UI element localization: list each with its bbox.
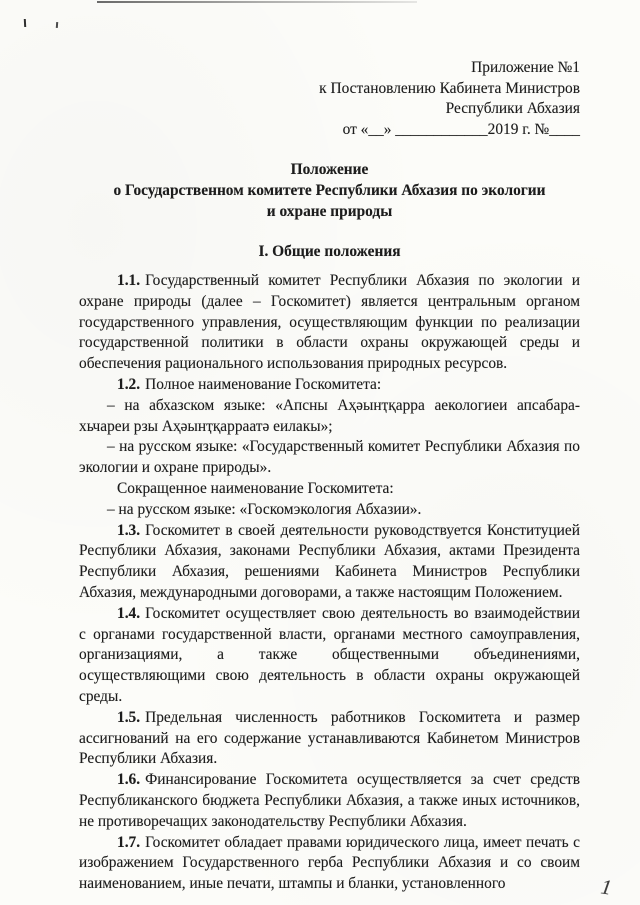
header-line-republic: Республики Абхазия [445, 100, 580, 117]
paragraph-text: Госкомитет осуществляет свою деятельность во взаимодействии с органами государственной власти, органами местного самоуправления, организациями, а также общественными объединениями, осуществляющими свою деятельность в области охраны окружающей среды. [79, 604, 580, 705]
paragraph-number: 1.6. [117, 771, 141, 789]
paragraph-text: – на русском языке: «Госкомэкология Абхазии». [107, 500, 422, 518]
paragraph [79, 708, 580, 770]
paragraph-number: 1.4. [117, 604, 141, 622]
paragraph-text: Госкомитет обладает правами юридического лица, имеет печать с изображением Государственного герба Республики Абхазия и со своим наименованием, иные печати, штампы и бланки, установленного [79, 833, 580, 893]
pen-mark [24, 19, 26, 27]
paragraph-text: Государственный комитет Республики Абхазия по экологии и охране природы (далее – Госкомитет) является центральным органом государственного управления, осуществляющим функции по реализации государственной политики в области охраны окружающей среды и обеспечения рационального использования природных ресурсов. [79, 272, 580, 373]
paragraph-text: Сокращенное наименование Госкомитета: [117, 479, 394, 497]
paragraph [79, 604, 580, 708]
document-body [79, 271, 580, 895]
paragraph-number: 1.5. [117, 708, 141, 726]
paragraph-text: Финансирование Госкомитета осуществляется за счет средств Республиканского бюджета Республики Абхазия, а также иных источников, не противоречащих законодательству Республики Абхазия. [79, 771, 580, 830]
paragraph-text: – на абхазском языке: «Апсны Аҳәынҭқарра аекологиеи апсабара-хьчареи рзы Аҳәынҭқарраатә еилакы»; [79, 396, 580, 435]
document-title [79, 159, 580, 222]
paragraph-number: 1.7. [117, 833, 141, 851]
header-line-annex: Приложение №1 [471, 59, 580, 76]
title-line-1: Положение [290, 161, 369, 178]
handwritten-page-number: 1 [598, 874, 613, 900]
scan-artifact-line [97, 1, 417, 3]
paragraph [79, 479, 580, 500]
paragraph [79, 375, 580, 396]
paragraph [79, 437, 580, 479]
title-line-3: и охране природы [266, 203, 393, 220]
paragraph [79, 521, 580, 604]
paragraph [79, 770, 580, 832]
paragraph-text: – на русском языке: «Государственный комитет Республики Абхазия по экологии и охране природы». [79, 438, 580, 477]
paragraph [79, 396, 580, 438]
document-header [79, 58, 580, 140]
paragraph-text: Предельная численность работников Госкомитета и размер ассигнований на его содержание устанавливаются Кабинетом Министров Республики Абхазия. [79, 708, 580, 768]
paragraph-number: 1.1. [117, 272, 141, 289]
document-content [79, 58, 580, 895]
paragraph-number: 1.3. [117, 521, 141, 539]
header-line-decree: к Постановлению Кабинета Министров [319, 79, 580, 97]
paragraph [79, 500, 580, 521]
paragraph [79, 833, 580, 895]
paragraph-number: 1.2. [117, 375, 141, 393]
header-line-date-number: от «__» ____________2019 г. №____ [342, 120, 580, 138]
pen-mark [56, 22, 58, 28]
section-heading-general-provisions: I. Общие положения [258, 243, 401, 260]
title-line-2: о Государственном комитете Республики Абхазия по экологии [113, 182, 546, 199]
paragraph-text: Госкомитет в своей деятельности руководствуется Конституцией Республики Абхазия, законами Республики Абхазия, актами Президента Республики Абхазия, решениями Кабинета Министров Республики Абхазия, международными договорами, а также настоящим Положением. [79, 521, 580, 601]
paragraph-text: Полное наименование Госкомитета: [145, 375, 382, 393]
paragraph [79, 271, 580, 375]
